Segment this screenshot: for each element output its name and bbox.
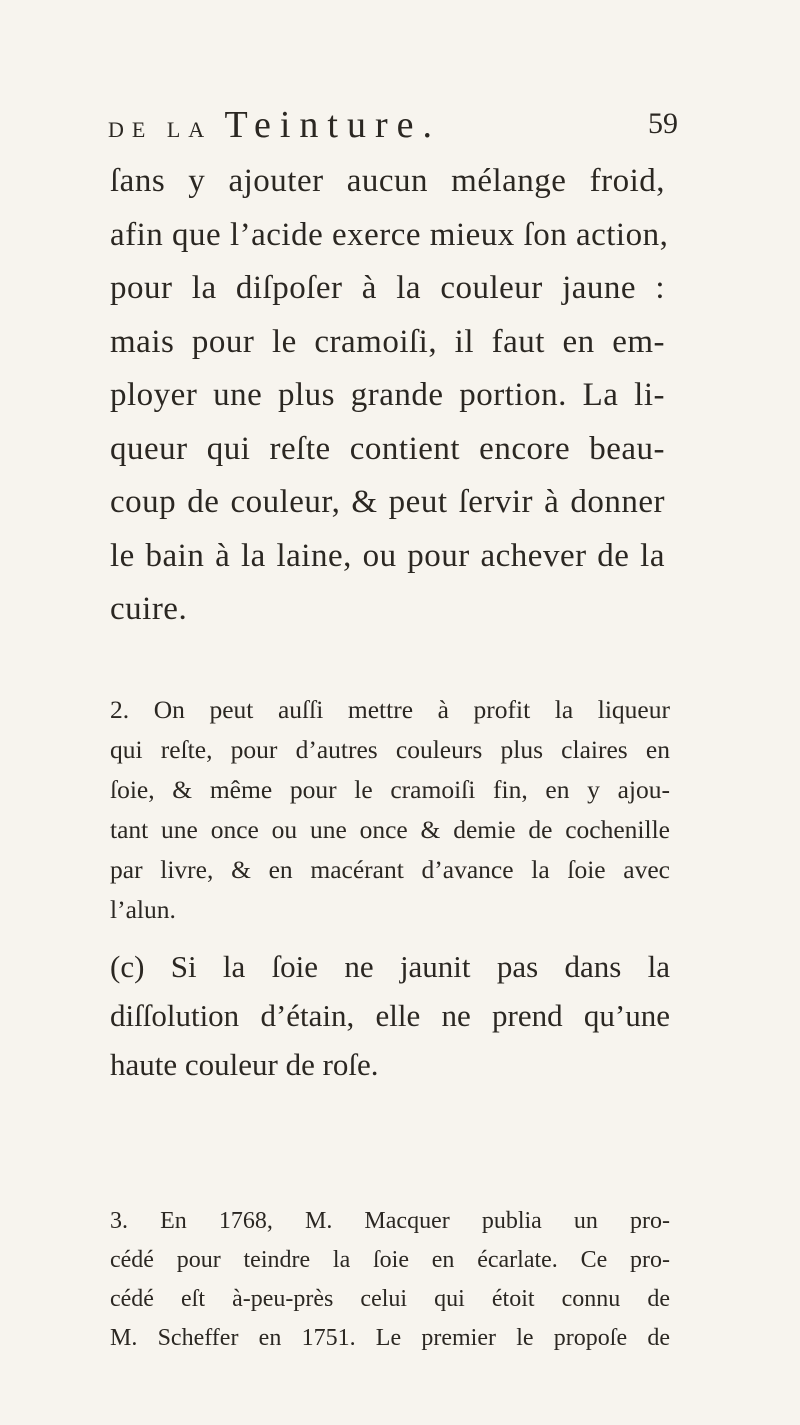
running-title-main: Teinture.	[224, 104, 442, 146]
text-line: pour la diſpoſer à la couleur jaune :	[110, 270, 665, 306]
running-header	[108, 103, 708, 146]
text-line: afin que l’acide exerce mieux ſon action,	[110, 216, 669, 253]
text-line: mais pour le cramoiſi, il faut en em-	[110, 323, 665, 360]
text-line: 2. On peut auſſi mettre à profit la liqueur	[110, 695, 670, 724]
text-line: tant une once ou une once & demie de cochenille	[110, 815, 670, 844]
paragraph-note-2	[110, 690, 670, 930]
paragraph-note-c	[110, 942, 670, 1089]
text-line: l’alun.	[110, 895, 176, 924]
running-title	[108, 103, 441, 147]
text-line: qui reſte, pour d’autres couleurs plus claires en	[110, 735, 670, 764]
text-line: cuire.	[110, 591, 188, 627]
text-line: cédé pour teindre la ſoie en écarlate. Ce pro-	[110, 1247, 670, 1273]
text-line: diſſolution d’étain, elle ne prend qu’une	[110, 998, 670, 1033]
text-line: queur qui reſte contient encore beau-	[110, 430, 665, 467]
text-line: M. Scheffer en 1751. Le premier le propoſe de	[110, 1325, 670, 1351]
paragraph-note-3	[110, 1202, 670, 1358]
text-line: le bain à la laine, ou pour achever de la	[110, 537, 665, 574]
text-line: haute couleur de roſe.	[110, 1047, 379, 1082]
text-line: ployer une plus grande portion. La li-	[110, 377, 665, 413]
text-line: (c) Si la ſoie ne jaunit pas dans la	[110, 949, 670, 984]
text-line: ſoie, & même pour le cramoiſi fin, en y ajou-	[110, 775, 670, 804]
page-number: 59	[648, 107, 678, 140]
running-title-prefix: DE LA	[108, 117, 211, 142]
text-line: ſans y ajouter aucun mélange froid,	[110, 163, 665, 199]
text-line: par livre, & en macérant d’avance la ſoie avec	[110, 855, 670, 884]
text-line: cédé eſt à-peu-près celui qui étoit connu de	[110, 1286, 670, 1312]
text-line: coup de couleur, & peut ſervir à donner	[110, 484, 665, 520]
paragraph-continuation	[110, 155, 669, 637]
text-line: 3. En 1768, M. Macquer publia un pro-	[110, 1208, 670, 1234]
